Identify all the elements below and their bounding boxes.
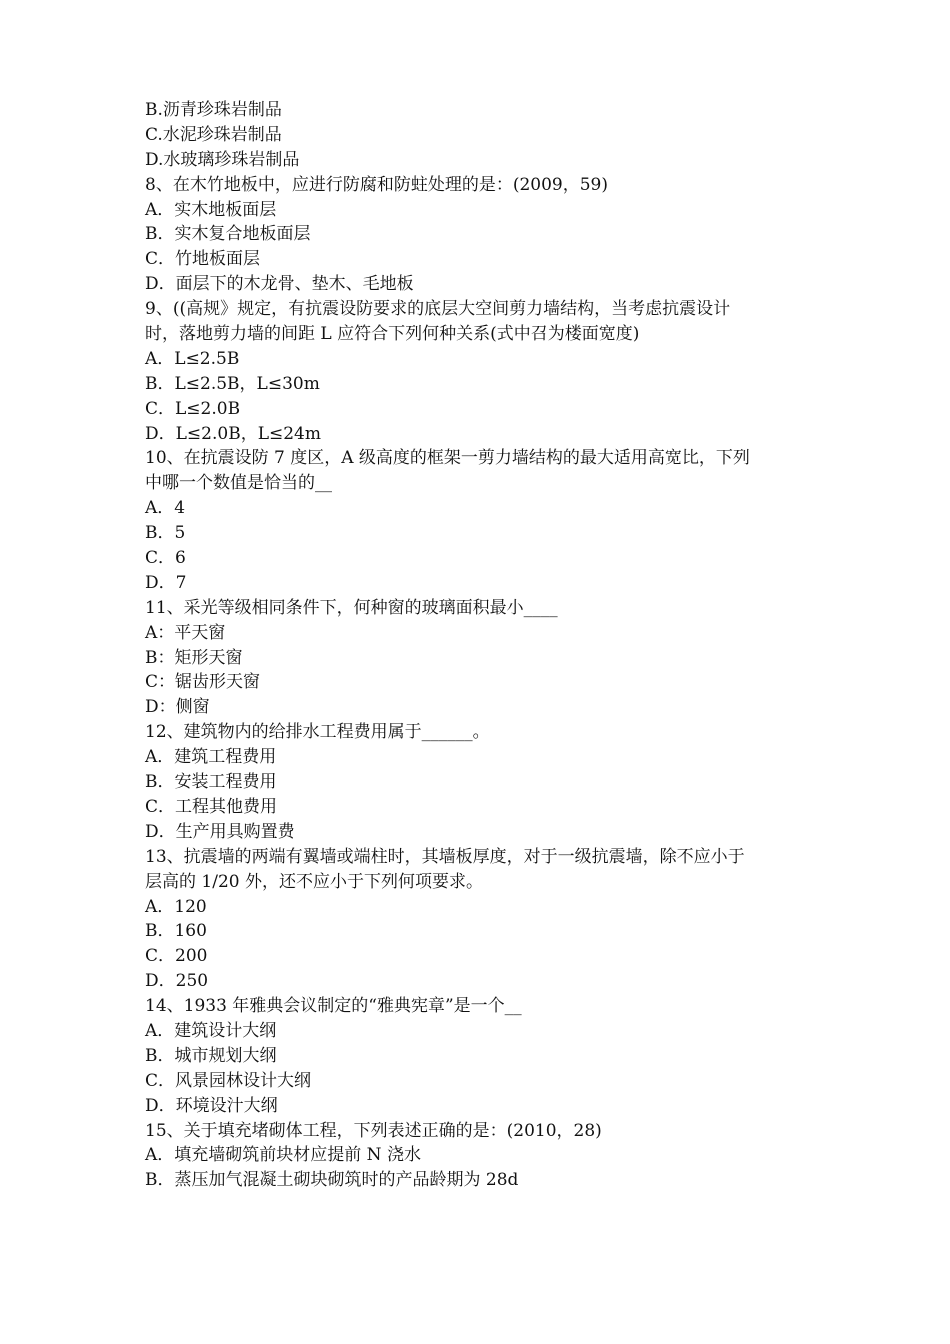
option-a-q13: A．120 — [145, 896, 207, 917]
option-d-q10: D．7 — [145, 572, 187, 593]
option-d-q12: D．生产用具购置费 — [145, 821, 295, 842]
question-9-line-2: 时，落地剪力墙的间距 L 应符合下列何种关系(式中召为楼面宽度) — [145, 324, 640, 345]
question-10-line-1: 10、在抗震设防 7 度区，A 级高度的框架一剪力墙结构的最大适用高宽比，下列 — [145, 448, 750, 469]
question-14: 14、1933 年雅典会议制定的“雅典宪章”是一个__ — [145, 996, 522, 1017]
option-b-q8: B．实木复合地板面层 — [145, 224, 311, 245]
option-a-q12: A．建筑工程费用 — [145, 747, 277, 768]
option-b-q10: B．5 — [145, 523, 186, 544]
question-8: 8、在木竹地板中，应进行防腐和防蛀处理的是：(2009，59) — [145, 174, 608, 195]
option-a-q15: A．填充墙砌筑前块材应提前 N 浇水 — [145, 1145, 421, 1166]
option-b-q12: B．安装工程费用 — [145, 772, 277, 793]
option-c-q12: C．工程其他费用 — [145, 796, 278, 817]
question-12: 12、建筑物内的给排水工程费用属于______。 — [145, 722, 490, 743]
option-d-q9: D．L≤2.0B，L≤24m — [145, 423, 321, 444]
option-c-q7: C.水泥珍珠岩制品 — [145, 124, 282, 145]
option-b-q9: B．L≤2.5B，L≤30m — [145, 373, 320, 394]
option-c-q10: C．6 — [145, 548, 186, 569]
question-11: 11、采光等级相同条件下，何种窗的玻璃面积最小____ — [145, 597, 558, 618]
option-b-q15: B．蒸压加气混凝土砌块砌筑时的产品龄期为 28d — [145, 1170, 519, 1191]
option-b-q7: B.沥青珍珠岩制品 — [145, 100, 282, 120]
question-10-line-2: 中哪一个数值是恰当的__ — [145, 473, 332, 494]
option-c-q11: C：锯齿形天窗 — [145, 672, 261, 693]
option-b-q14: B．城市规划大纲 — [145, 1045, 277, 1066]
document-body — [145, 98, 825, 1193]
option-d-q8: D．面层下的木龙骨、垫木、毛地板 — [145, 274, 414, 295]
question-13-line-2: 层高的 1/20 外，还不应小于下列何项要求。 — [145, 871, 483, 892]
option-c-q13: C．200 — [145, 946, 208, 967]
question-15: 15、关于填充堵砌体工程，下列表述正确的是：(2010，28) — [145, 1120, 602, 1141]
option-a-q10: A．4 — [145, 498, 186, 519]
option-d-q13: D．250 — [145, 971, 209, 992]
option-a-q14: A．建筑设计大纲 — [145, 1020, 277, 1041]
option-a-q9: A．L≤2.5B — [145, 348, 240, 369]
option-c-q9: C．L≤2.0B — [145, 398, 241, 419]
question-13-line-1: 13、抗震墙的两端有翼墙或端柱时，其墙板厚度，对于一级抗震墙，除不应小于 — [145, 846, 745, 867]
option-b-q11: B：矩形天窗 — [145, 647, 243, 668]
option-d-q14: D．环境设汁大纲 — [145, 1095, 278, 1116]
option-d-q7: D.水玻璃珍珠岩制品 — [145, 149, 300, 170]
option-d-q11: D：侧窗 — [145, 697, 210, 718]
option-c-q14: C．风景园林设计大纲 — [145, 1070, 312, 1091]
option-b-q13: B．160 — [145, 921, 207, 942]
option-a-q11: A：平天窗 — [145, 622, 226, 643]
option-a-q8: A．实木地板面层 — [145, 199, 277, 220]
option-c-q8: C．竹地板面层 — [145, 249, 261, 270]
question-9-line-1: 9、((高规》规定，有抗震设防要求的底层大空间剪力墙结构，当考虑抗震设计 — [145, 299, 731, 320]
